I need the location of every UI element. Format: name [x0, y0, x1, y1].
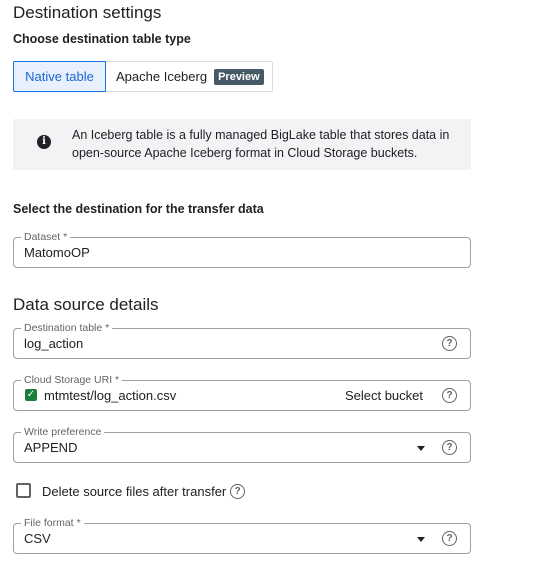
select-bucket-button[interactable]: Select bucket: [344, 388, 423, 403]
help-icon[interactable]: ?: [442, 388, 457, 403]
dataset-field[interactable]: [13, 231, 471, 268]
dropdown-arrow-icon[interactable]: [417, 537, 425, 542]
dataset-field-label: Dataset *: [21, 230, 70, 244]
check-icon: ✓: [26, 389, 36, 400]
help-icon[interactable]: ?: [442, 440, 457, 455]
apache-iceberg-option[interactable]: [106, 62, 264, 91]
preview-badge: Preview: [214, 69, 264, 85]
destination-table-label: Destination table *: [21, 321, 112, 335]
write-preference-label: Write preference: [21, 425, 104, 439]
file-format-label: File format *: [21, 516, 84, 530]
data-source-details-heading: Data source details: [13, 295, 159, 314]
table-type-toggle: [13, 61, 273, 92]
native-table-option[interactable]: Native table: [13, 61, 106, 92]
select-destination-label: Select the destination for the transfer data: [13, 202, 264, 216]
table-type-label: Choose destination table type: [13, 32, 191, 46]
dropdown-arrow-icon[interactable]: [417, 446, 425, 451]
cloud-storage-uri-label: Cloud Storage URI *: [21, 373, 122, 387]
iceberg-info-box: [13, 119, 471, 170]
write-preference-select[interactable]: [13, 426, 471, 463]
iceberg-info-text: An Iceberg table is a fully managed BigLake table that stores data in open-source Apache Iceberg format in Cloud Storage buckets.: [72, 128, 450, 160]
write-preference-value: APPEND: [24, 440, 78, 455]
file-format-select[interactable]: [13, 517, 471, 554]
help-icon[interactable]: ?: [230, 484, 245, 499]
destination-table-value: log_action: [24, 336, 84, 351]
apache-iceberg-label: Apache Iceberg: [116, 69, 208, 84]
destination-table-field[interactable]: [13, 322, 471, 359]
cloud-storage-uri-value: mtmtest/log_action.csv: [44, 388, 177, 403]
delete-source-checkbox[interactable]: [16, 483, 31, 498]
dataset-value: MatomoOP: [24, 245, 90, 260]
help-icon[interactable]: ?: [442, 336, 457, 351]
help-icon[interactable]: ?: [442, 531, 457, 546]
destination-settings-heading: Destination settings: [13, 3, 162, 22]
delete-source-label: Delete source files after transfer: [42, 484, 227, 499]
info-icon: i: [37, 135, 51, 149]
file-format-value: CSV: [24, 531, 51, 546]
cloud-storage-uri-field[interactable]: [13, 374, 471, 411]
